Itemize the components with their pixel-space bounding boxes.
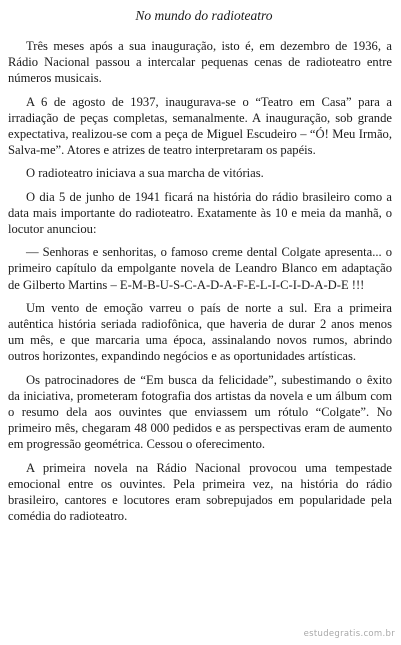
paragraph-3: O radioteatro iniciava a sua marcha de vitórias. bbox=[26, 166, 264, 181]
paragraph-7: Os patrocinadores de “Em busca da felicidade”, subestimando o êxito da iniciativa, prometeram fotografia dos artistas da novela e um álbum com o resumo dela aos ouvintes que enviassem um rótulo “Colgate”. No primeiro mês, chegaram 48 000 pedidos e as perspectivas eram de aumento em progressão geométrica. Cessou o oferecimento. bbox=[8, 372, 392, 452]
site-watermark: estudegratis.com.br bbox=[303, 629, 395, 639]
paragraph-4: O dia 5 de junho de 1941 ficará na história do rádio brasileiro como a data mais importante do radioteatro. Exatamente às 10 e meia da manhã, o locutor anunciou: bbox=[8, 189, 392, 237]
paragraph-1: Três meses após a sua inauguração, isto é, em dezembro de 1936, a Rádio Nacional passou a intercalar pequenas cenas de radioteatro entre números musicais. bbox=[8, 39, 392, 86]
paragraph-5: — Senhoras e senhoritas, o famoso creme dental Colgate apresenta... o primeiro capítulo da empolgante novela de Leandro Blanco em adaptação de Gilberto Martins – E-M-B-U-S-C-A-D-A-F-E-L-I-C-I-D-A-D-E !!! bbox=[8, 245, 392, 292]
article bbox=[8, 8, 392, 531]
paragraph-2: A 6 de agosto de 1937, inaugurava-se o “Teatro em Casa” para a irradiação de peças completas, semanalmente. A inauguração, sob grande expectativa, realizou-se com a peça de Miguel Escudeiro – “Ó! Meu Irmão, Salva-me”. Atores e atrizes de teatro interpretaram os papéis. bbox=[8, 94, 392, 158]
paragraph-8: A primeira novela na Rádio Nacional provocou uma tempestade emocional entre os ouvintes. Pela primeira vez, na história do rádio brasileiro, cantores e locutores eram sobrepujados em popularidade pela comédia do radioteatro. bbox=[8, 460, 392, 524]
article-title: No mundo do radioteatro bbox=[135, 8, 273, 23]
paragraph-6: Um vento de emoção varreu o país de norte a sul. Era a primeira autêntica história seriada radiofônica, que haveria de durar 2 anos menos um mês, e que marcaria uma época, assinalando novos rumos, abrindo outros horizontes, expandindo negócios e as oportunidades artísticas. bbox=[8, 300, 392, 364]
